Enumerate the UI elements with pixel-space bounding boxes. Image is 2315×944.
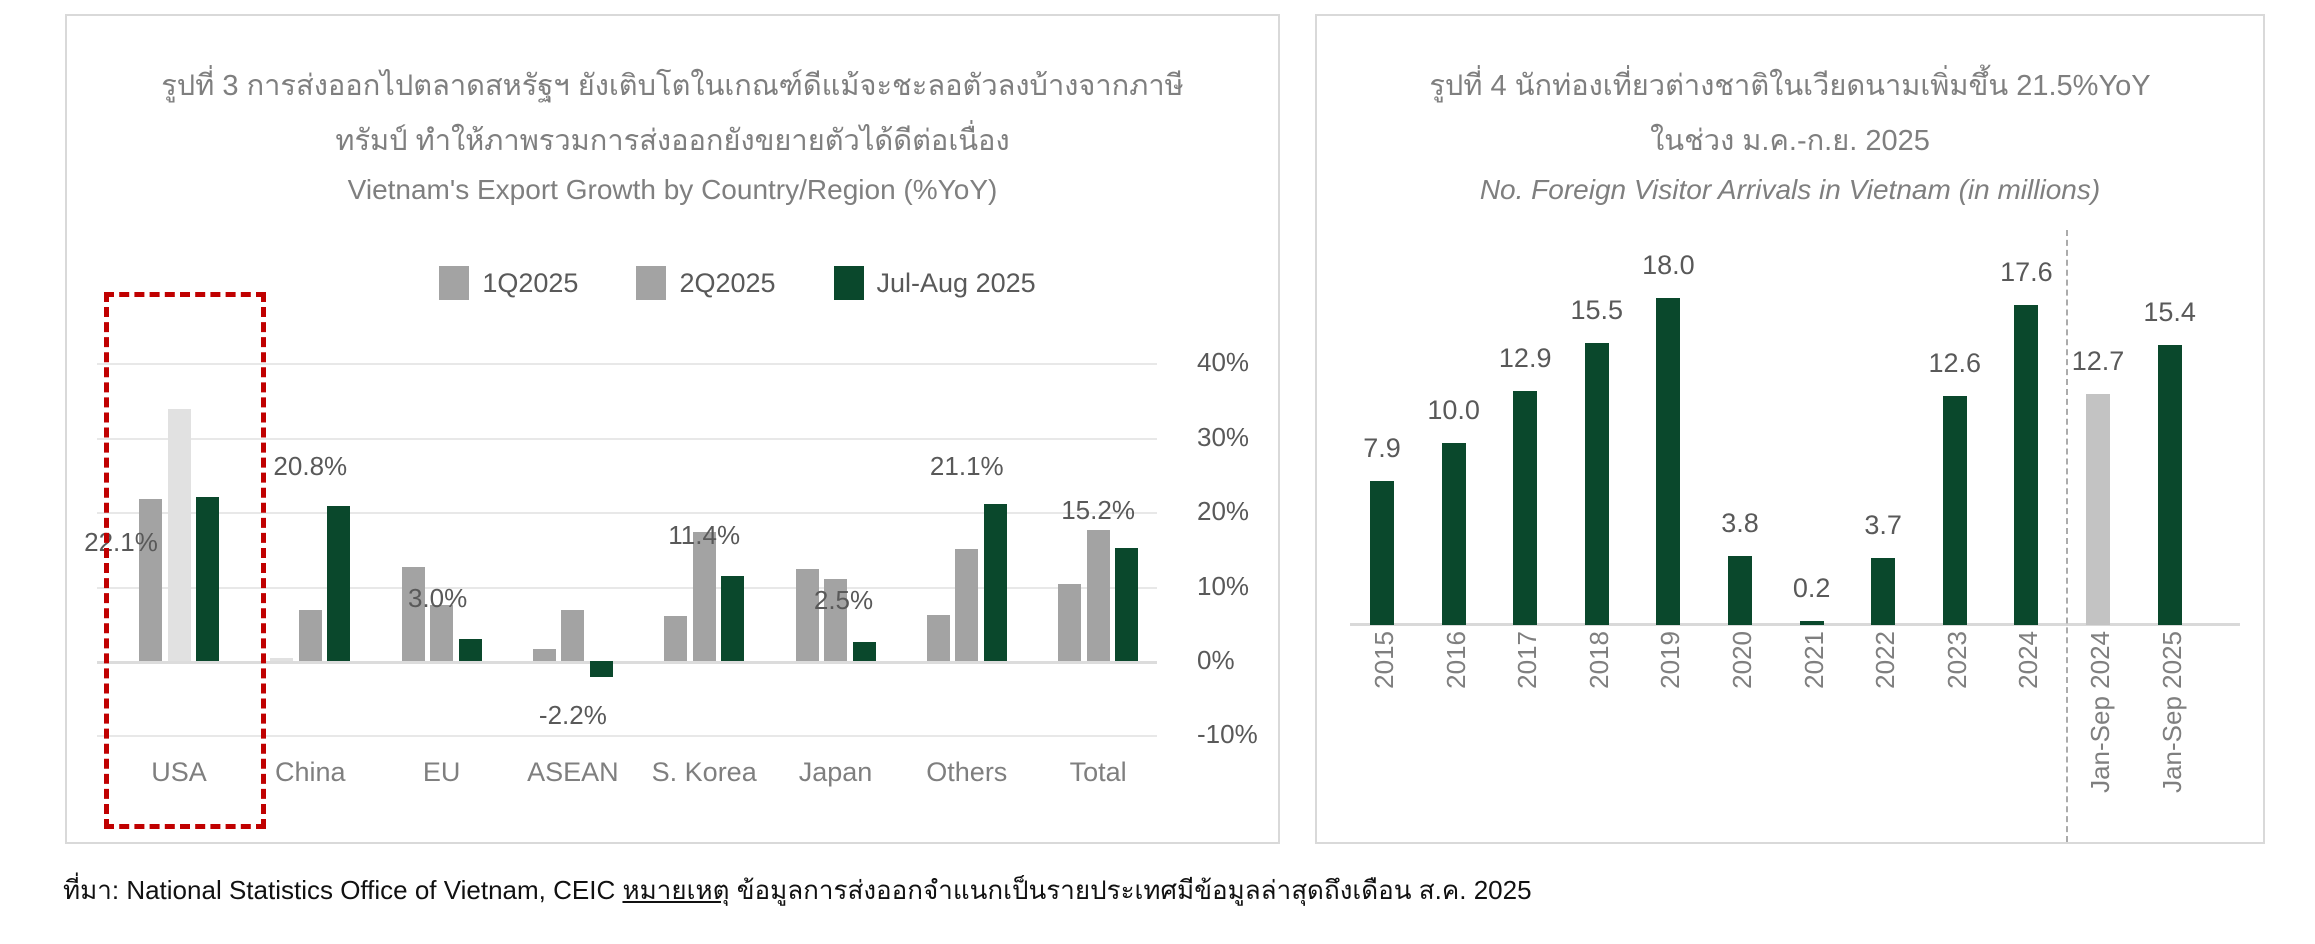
figure3-panel bbox=[65, 14, 1280, 844]
x-axis-label: Jan-Sep 2025 bbox=[2156, 631, 2187, 793]
figure4-title-english: No. Foreign Visitor Arrivals in Vietnam (in millions) bbox=[1479, 174, 2101, 205]
data-label: 17.6 bbox=[2000, 257, 2053, 288]
data-label: 3.7 bbox=[1864, 509, 1902, 540]
data-label: 15.2% bbox=[1061, 494, 1135, 525]
x-axis-label: 2018 bbox=[1583, 631, 1614, 689]
category-label: China bbox=[275, 757, 346, 787]
data-label: 18.0 bbox=[1642, 249, 1695, 280]
bar-china-2q2025 bbox=[299, 610, 322, 661]
figure3-title-thai-line2: ทรัมป์ ทำให้ภาพรวมการส่งออกยังขยายตัวได้ดีต่อเนื่อง bbox=[335, 125, 1010, 157]
category-label: Total bbox=[1069, 757, 1127, 787]
data-label: 15.5 bbox=[1570, 295, 1624, 326]
category-label: S. Korea bbox=[651, 757, 757, 787]
data-label: 12.9 bbox=[1498, 342, 1552, 373]
bar-2019 bbox=[1656, 298, 1680, 625]
category-label: ASEAN bbox=[527, 757, 619, 787]
x-axis-label: 2016 bbox=[1440, 631, 1471, 689]
x-axis-label: 2015 bbox=[1369, 631, 1399, 689]
category-label: Others bbox=[926, 757, 1008, 787]
legend-item-jul-aug-2025 bbox=[834, 266, 1036, 300]
bar-jan-sep-2025 bbox=[2158, 345, 2182, 625]
period-separator-dashed-line bbox=[2066, 230, 2068, 842]
bar-others-2q2025 bbox=[955, 549, 978, 661]
data-label: 7.9 bbox=[1363, 433, 1401, 464]
y-axis-tick-label: 40% bbox=[1197, 347, 1250, 378]
bar-total-jul-aug-2025 bbox=[1115, 548, 1138, 661]
y-axis-tick-label: 10% bbox=[1197, 570, 1250, 601]
bar-others-jul-aug-2025 bbox=[984, 504, 1007, 661]
figure4-panel bbox=[1315, 14, 2265, 844]
bar-2017 bbox=[1513, 391, 1537, 625]
category-label: EU bbox=[422, 757, 461, 787]
figure4-title-thai-line2: ในช่วง ม.ค.-ก.ย. 2025 bbox=[1650, 125, 1930, 157]
usa-highlight-box bbox=[104, 292, 266, 829]
x-axis-label: 2024 bbox=[2013, 631, 2044, 689]
bar-asean-2q2025 bbox=[561, 610, 584, 661]
x-axis-label: 2020 bbox=[1727, 631, 1757, 689]
y-axis-tick-label: 20% bbox=[1197, 496, 1250, 527]
bar-2016 bbox=[1442, 443, 1466, 625]
category-label: Japan bbox=[798, 757, 873, 787]
bar-total-1q2025 bbox=[1058, 584, 1081, 661]
data-label: 11.4% bbox=[668, 520, 741, 551]
data-label: 20.8% bbox=[273, 451, 348, 482]
bar-2018 bbox=[1585, 343, 1609, 625]
data-label: 3.8 bbox=[1721, 507, 1759, 538]
x-axis-label: 2019 bbox=[1655, 631, 1686, 689]
bar-2020 bbox=[1728, 556, 1752, 625]
bar-eu-jul-aug-2025 bbox=[459, 639, 482, 661]
bar-china-jul-aug-2025 bbox=[327, 506, 350, 661]
bar-2022 bbox=[1871, 558, 1895, 625]
figure4-title-thai-line1: รูปที่ 4 นักท่องเที่ยวต่างชาติในเวียดนามเพิ่มขึ้น 21.5%YoY bbox=[1429, 70, 2151, 102]
legend-swatch-2q2025 bbox=[636, 266, 666, 300]
data-label: 15.4 bbox=[2143, 297, 2196, 328]
data-label: 22.1% bbox=[84, 526, 158, 557]
y-axis-tick-label: -10% bbox=[1197, 719, 1258, 750]
data-label: 12.7 bbox=[2071, 346, 2125, 377]
bar-total-2q2025 bbox=[1087, 530, 1110, 661]
data-label: 0.2 bbox=[1792, 573, 1831, 604]
source-note-underlined: หมายเหตุ bbox=[622, 875, 730, 905]
data-label: 3.0% bbox=[407, 582, 468, 613]
legend-swatch-1q2025 bbox=[439, 266, 469, 300]
bar-s-korea-jul-aug-2025 bbox=[721, 576, 744, 661]
y-axis-tick-label: 0% bbox=[1197, 645, 1235, 675]
source-note-suffix: ข้อมูลการส่งออกจำแนกเป็นรายประเทศมีข้อมูลล่าสุดถึงเดือน ส.ค. 2025 bbox=[729, 875, 1532, 905]
data-label: 12.6 bbox=[1928, 348, 1982, 379]
bar-2021 bbox=[1800, 621, 1824, 625]
bar-others-1q2025 bbox=[927, 615, 950, 661]
legend-label-jul-aug-2025: Jul-Aug 2025 bbox=[876, 267, 1036, 298]
bar-2024 bbox=[2014, 305, 2038, 625]
legend-item-2q2025 bbox=[636, 266, 775, 300]
data-label: 2.5% bbox=[813, 585, 874, 616]
data-label: -2.2% bbox=[538, 700, 607, 730]
source-note-prefix: ที่มา: National Statistics Office of Vietnam, CEIC bbox=[63, 875, 623, 905]
bar-eu-1q2025 bbox=[402, 567, 425, 661]
data-label: 10.0 bbox=[1427, 395, 1480, 426]
x-axis-label: 2022 bbox=[1870, 631, 1901, 689]
x-axis-label: 2017 bbox=[1512, 631, 1543, 689]
x-axis-label: 2021 bbox=[1798, 631, 1829, 689]
bar-asean-jul-aug-2025 bbox=[590, 661, 613, 677]
bar-japan-jul-aug-2025 bbox=[853, 642, 876, 661]
legend-label-1q2025: 1Q2025 bbox=[482, 267, 579, 298]
bar-s-korea-2q2025 bbox=[693, 532, 716, 661]
category-label: USA bbox=[151, 757, 207, 787]
figure3-title-english: Vietnam's Export Growth by Country/Region (%YoY) bbox=[347, 174, 998, 205]
bar-jan-sep-2024 bbox=[2086, 394, 2110, 625]
legend-item-1q2025 bbox=[439, 266, 578, 300]
bar-2023 bbox=[1943, 396, 1967, 625]
data-label: 21.1% bbox=[929, 451, 1004, 482]
bar-s-korea-1q2025 bbox=[664, 616, 687, 661]
x-axis-label: Jan-Sep 2024 bbox=[2085, 631, 2115, 793]
y-axis-tick-label: 30% bbox=[1197, 421, 1250, 452]
bar-asean-1q2025 bbox=[533, 649, 556, 661]
legend-label-2q2025: 2Q2025 bbox=[679, 267, 776, 298]
x-axis-label: 2023 bbox=[1941, 631, 1972, 689]
figure3-title-thai-line1: รูปที่ 3 การส่งออกไปตลาดสหรัฐฯ ยังเติบโตในเกณฑ์ดีแม้จะชะลอตัวลงบ้างจากภาษี bbox=[161, 70, 1184, 102]
legend-swatch-jul-aug-2025 bbox=[834, 266, 864, 300]
bar-2015 bbox=[1370, 481, 1394, 625]
visitors-chart-plot bbox=[1350, 216, 2240, 793]
bar-china-1q2025 bbox=[270, 658, 293, 661]
source-note bbox=[63, 870, 1532, 911]
